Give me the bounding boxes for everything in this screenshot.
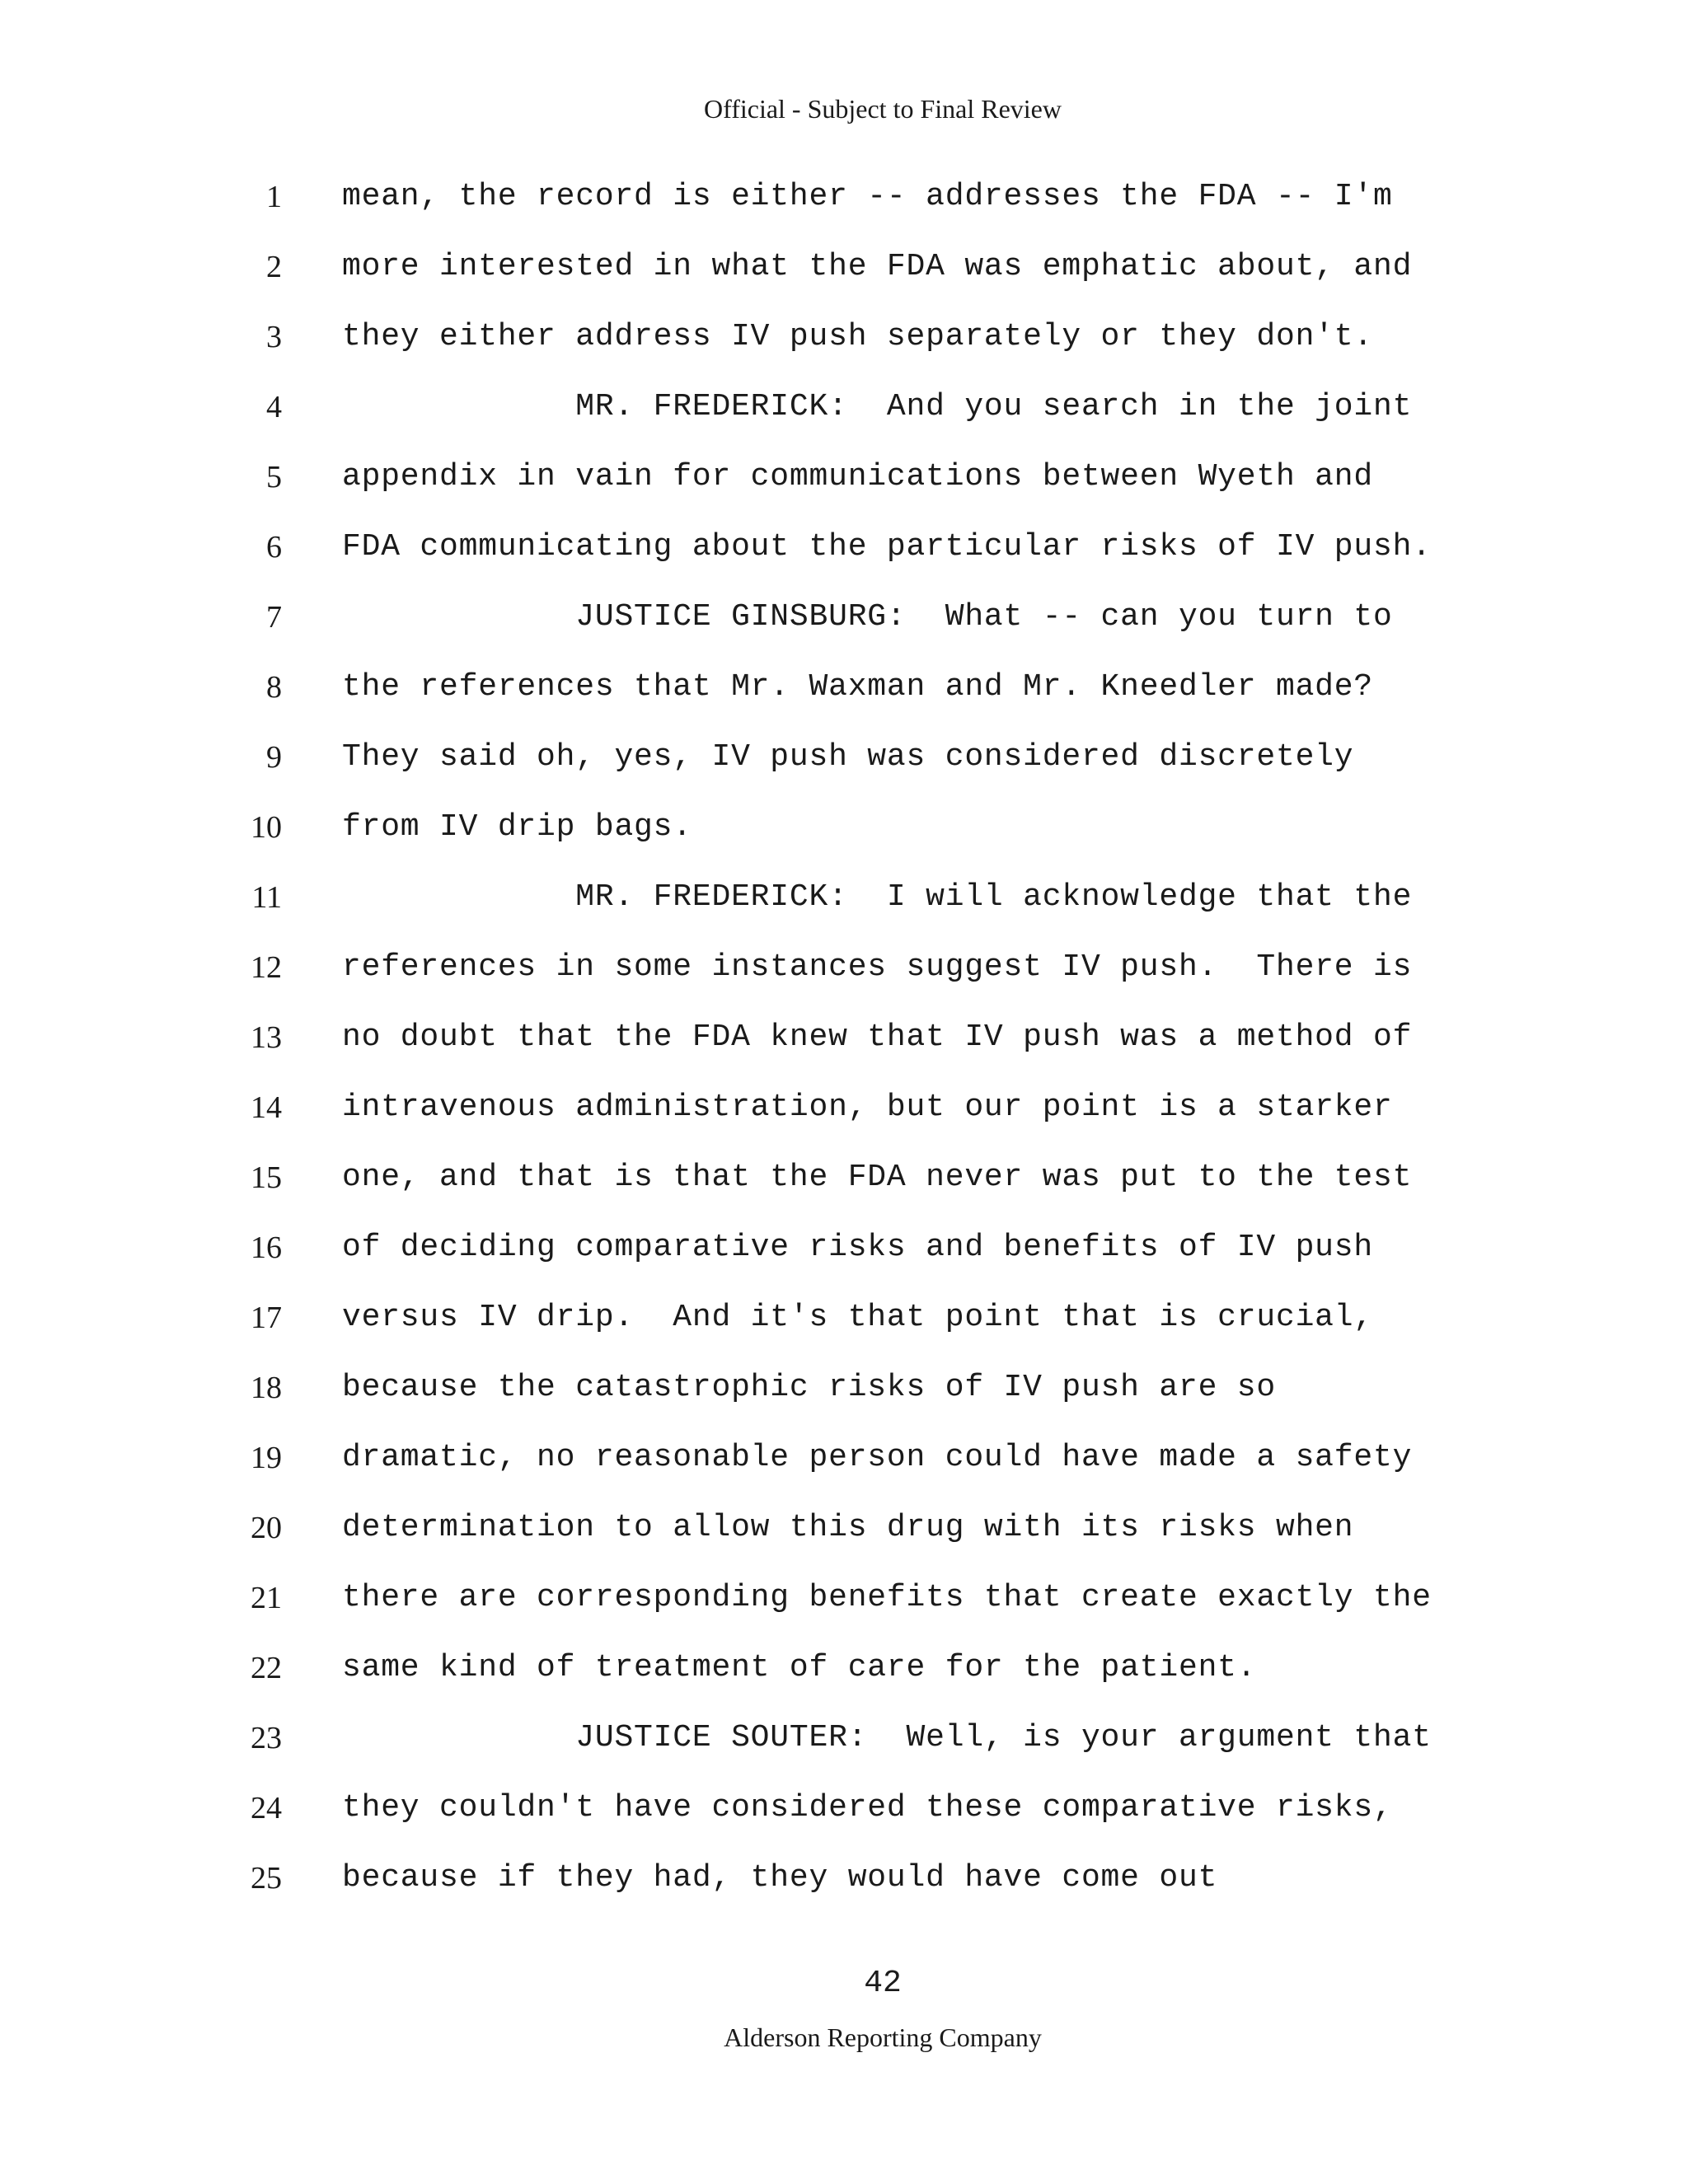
line-text: because the catastrophic risks of IV push are so [342, 1370, 1276, 1405]
line-number: 14 [251, 1090, 282, 1125]
line-number: 3 [266, 320, 282, 354]
line-text: they couldn't have considered these comparative risks, [342, 1790, 1393, 1825]
transcript-line [0, 870, 1688, 940]
transcript-line [0, 1080, 1688, 1151]
line-number: 5 [266, 460, 282, 494]
line-number: 6 [266, 530, 282, 565]
line-number: 13 [251, 1020, 282, 1055]
line-text: intravenous administration, but our point is a starker [342, 1090, 1393, 1125]
transcript-line [0, 1641, 1688, 1711]
line-text: JUSTICE SOUTER: Well, is your argument that [342, 1720, 1432, 1755]
page-footer: Alderson Reporting Company [724, 2022, 1042, 2052]
line-number: 18 [251, 1371, 282, 1405]
transcript-line [0, 450, 1688, 520]
line-number: 17 [251, 1301, 282, 1335]
line-text: They said oh, yes, IV push was considered discretely [342, 739, 1354, 775]
line-text: there are corresponding benefits that create exactly the [342, 1580, 1432, 1615]
transcript-line [0, 1361, 1688, 1431]
transcript-line [0, 1151, 1688, 1221]
line-text: MR. FREDERICK: I will acknowledge that the [342, 879, 1413, 915]
line-text: one, and that is that the FDA never was put to the test [342, 1160, 1413, 1195]
line-text: determination to allow this drug with its risks when [342, 1510, 1354, 1545]
line-text: FDA communicating about the particular risks of IV push. [342, 529, 1432, 565]
transcript-line [0, 660, 1688, 730]
line-number: 1 [266, 180, 282, 214]
line-text: versus IV drip. And it's that point that is crucial, [342, 1300, 1373, 1335]
line-number: 19 [251, 1441, 282, 1475]
line-text: of deciding comparative risks and benefits of IV push [342, 1230, 1373, 1265]
transcript-line [0, 380, 1688, 450]
line-number: 24 [251, 1791, 282, 1825]
transcript-line [0, 730, 1688, 800]
transcript-line [0, 240, 1688, 310]
line-text: from IV drip bags. [342, 809, 692, 845]
transcript-line [0, 940, 1688, 1010]
transcript-line [0, 1711, 1688, 1781]
transcript-line [0, 1221, 1688, 1291]
line-number: 21 [251, 1581, 282, 1615]
line-text: they either address IV push separately or they don't. [342, 319, 1373, 354]
transcript-line [0, 1501, 1688, 1571]
page-number: 42 [864, 1966, 902, 2001]
page-header: Official - Subject to Final Review [704, 94, 1062, 124]
line-number: 22 [251, 1651, 282, 1685]
line-number: 11 [251, 880, 282, 915]
line-number: 9 [266, 740, 282, 775]
transcript-line [0, 1431, 1688, 1501]
line-text: mean, the record is either -- addresses the FDA -- I'm [342, 179, 1393, 214]
transcript-line [0, 1291, 1688, 1361]
line-text: no doubt that the FDA knew that IV push was a method of [342, 1019, 1413, 1055]
line-number: 4 [266, 390, 282, 424]
line-text: more interested in what the FDA was emphatic about, and [342, 249, 1413, 284]
line-number: 7 [266, 600, 282, 635]
line-number: 8 [266, 670, 282, 705]
line-number: 25 [251, 1861, 282, 1896]
line-text: JUSTICE GINSBURG: What -- can you turn to [342, 599, 1393, 635]
transcript-line [0, 1571, 1688, 1641]
transcript-line [0, 800, 1688, 870]
line-text: dramatic, no reasonable person could have made a safety [342, 1440, 1413, 1475]
transcript-line [0, 520, 1688, 590]
line-number: 15 [251, 1160, 282, 1195]
transcript-lines [0, 170, 1688, 1921]
transcript-line [0, 590, 1688, 660]
line-text: references in some instances suggest IV push. There is [342, 949, 1413, 985]
line-text: appendix in vain for communications between Wyeth and [342, 459, 1373, 494]
line-number: 10 [251, 810, 282, 845]
line-text: the references that Mr. Waxman and Mr. Kneedler made? [342, 669, 1373, 705]
line-number: 12 [251, 950, 282, 985]
line-text: same kind of treatment of care for the patient. [342, 1650, 1257, 1685]
transcript-line [0, 1781, 1688, 1851]
line-number: 16 [251, 1230, 282, 1265]
transcript-line [0, 1010, 1688, 1080]
line-number: 20 [251, 1511, 282, 1545]
transcript-line [0, 310, 1688, 380]
transcript-line [0, 1851, 1688, 1921]
line-number: 23 [251, 1721, 282, 1755]
line-number: 2 [266, 250, 282, 284]
transcript-line [0, 170, 1688, 240]
line-text: MR. FREDERICK: And you search in the joint [342, 389, 1413, 424]
line-text: because if they had, they would have come out [342, 1860, 1218, 1896]
